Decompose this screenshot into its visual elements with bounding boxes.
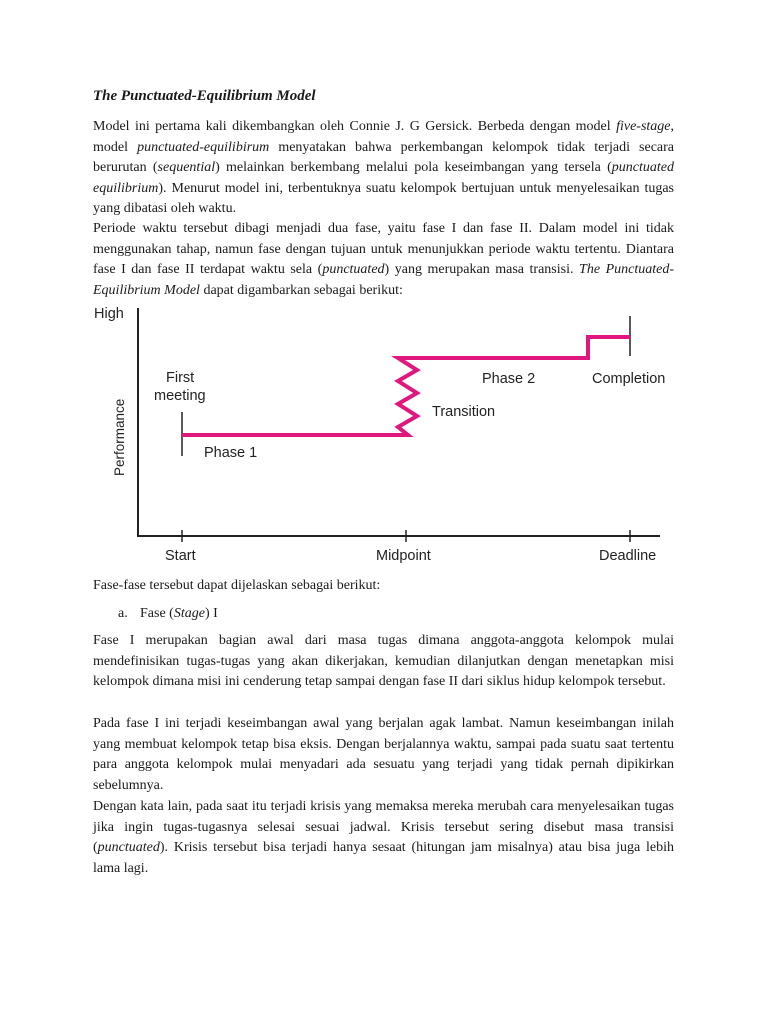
paragraph-phase1-definition: Fase I merupakan bagian awal dari masa tugas dimana anggota-anggota kelompok mulai mendefinisikan tugas-tugas yang akan dikerjakan, kemudian dilanjutkan dengan menetapkan misi kelompok dimana misi ini cenderung tetap sampai dengan fase II dari siklus hidup kelompok tersebut. [93,633,674,689]
phase1-label: Phase 1 [204,445,258,461]
transition-label: Transition [432,404,496,420]
text-run: Model ini pertama kali dikembangkan oleh Connie J. G Gersick. Berbeda dengan model [93,119,617,134]
x-tick-label-deadline: Deadline [599,548,657,564]
text-run: dapat digambarkan sebagai berikut: [199,282,403,298]
x-tick-label-midpoint: Midpoint [376,548,431,564]
first-meeting-label-line1: First [166,370,195,386]
text-run: ). Menurut model ini, terbentuknya suatu kelompok bertujuan untuk menyelesaikan tugas yang dibatasi oleh waktu. [93,180,674,216]
y-axis-label: Performance [112,398,127,476]
text-run: , model [93,119,674,155]
list-marker: a. [118,606,128,621]
text-run: menyatakan bahwa perkembangan kelompok tidak terjadi secara berurutan ( [93,139,674,175]
paragraph-explanation-intro: Fase-fase tersebut dapat dijelaskan sebagai berikut: [93,578,381,593]
punctuated-equilibrium-figure [90,300,690,572]
first-meeting-label-line2: meeting [154,388,206,404]
italic-run: Stage [173,606,205,621]
performance-line [182,337,630,435]
italic-run: punctuated [97,840,160,855]
y-axis-high-label: High [94,306,124,322]
text-run: ) yang merupakan masa transisi. [384,262,580,277]
text-run: ). Krisis tersebut bisa terjadi hanya sesaat (hitungan jam misalnya) atau bisa juga lebih lama lagi. [93,840,674,876]
italic-run: The Punctuated-Equilibrium Model [93,262,674,298]
figure-svg [90,300,690,572]
completion-label: Completion [592,371,666,387]
paragraph-phase1-equilibrium: Pada fase I ini terjadi keseimbangan awal yang berjalan agak lambat. Namun keseimbangan inilah yang membuat kelompok tetap bisa eksis. Dengan berjalannya waktu, sampai pada suatu saat tertentu para anggota kelompok mulai menyadari ada sesuatu yang terjadi yang tidak pernah dipikirkan sebelumnya. [93,716,674,793]
italic-run: punctuated-equilibirum [137,139,270,155]
list-item-a [118,604,218,624]
italic-run: punctuated equilibrium [93,160,674,196]
phase2-label: Phase 2 [482,371,536,387]
italic-run: punctuated [322,262,385,277]
text-run: Dengan kata lain, pada saat itu terjadi krisis yang memaksa mereka merubah cara menyelesaikan tugas jika ingin tugas-tugasnya selesai sesuai jadwal. Krisis tersebut sering disebut masa transisi ( [93,799,674,855]
italic-run: sequential [157,160,216,175]
text-run: Periode waktu tersebut dibagi menjadi dua fase, yaitu fase I dan fase II. Dalam model ini tidak menggunakan tahap, namun fase dengan tujuan untuk menunjukkan periode waktu tertentu. Diantara fase I dan fase II terdapat waktu sela ( [93,221,674,277]
x-tick-label-start: Start [165,548,196,564]
list-item-a-text [140,606,218,621]
text-run: ) I [204,606,218,621]
document-title: The Punctuated-Equilibrium Model [93,88,316,104]
text-run: Fase ( [140,606,174,621]
paragraph-intro [93,117,674,220]
text-run: ) melainkan berkembang melalui pola keseimbangan yang tersela ( [215,160,612,175]
paragraph-crisis [93,797,674,879]
italic-run: five-stage [616,119,671,134]
paragraph-phases [93,219,674,301]
